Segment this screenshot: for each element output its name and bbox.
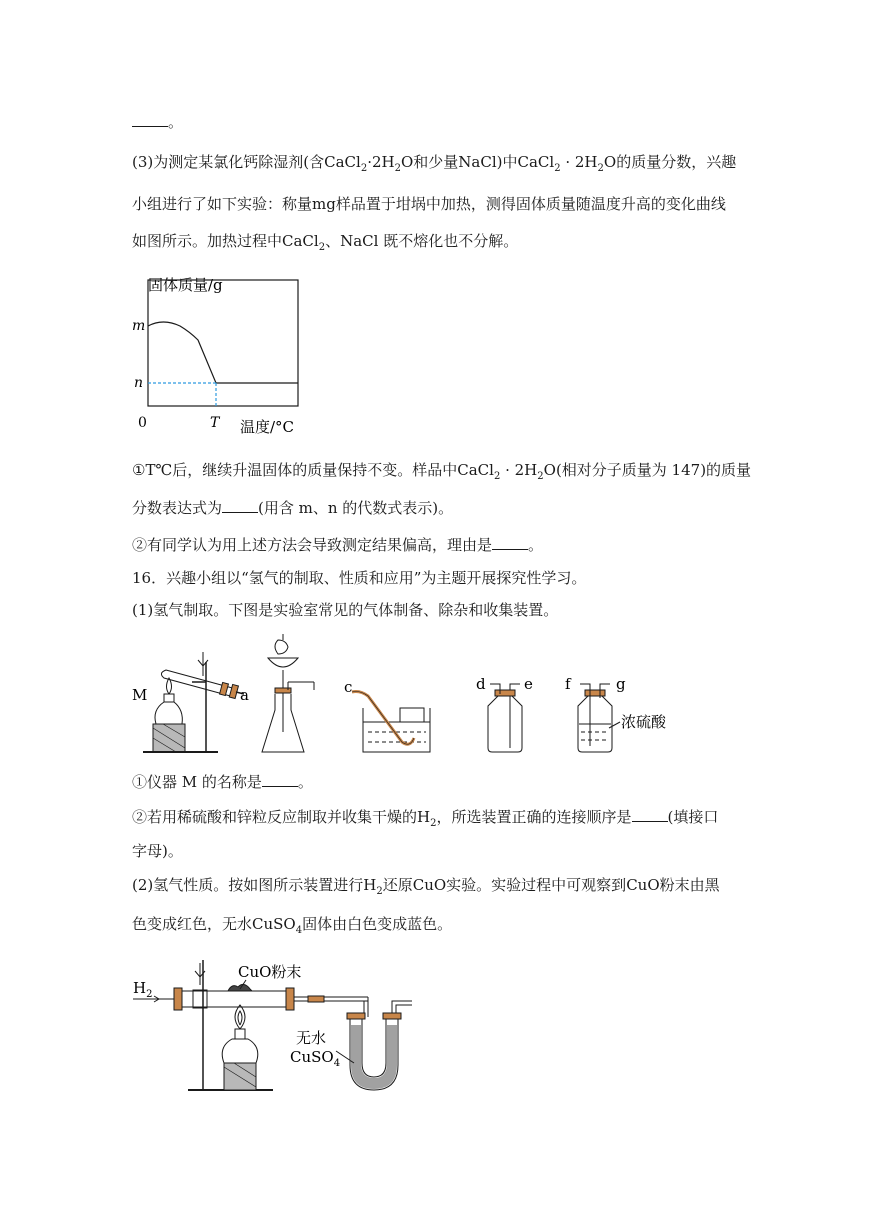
text: 。 (168, 113, 184, 131)
prev-answer-line (132, 112, 183, 132)
q15-sub1-line1 (132, 460, 751, 487)
gas-apparatus-diagram (128, 632, 688, 762)
formula-cuo: CuO (412, 876, 447, 894)
text: 如图所示。加热过程中 (132, 232, 283, 250)
q16-sub1 (132, 772, 313, 792)
label-a: a (240, 686, 249, 704)
answer-blank (632, 807, 668, 822)
label-n: n (134, 375, 144, 391)
label-m: m (132, 318, 146, 334)
label-c: c (344, 678, 353, 696)
q16-part1: (1)氢气制取。下图是实验室常见的气体制备、除杂和收集装置。 (132, 601, 559, 619)
q15-sub2 (132, 535, 543, 555)
answer-blank (262, 772, 298, 787)
q16-sub2-line2: 字母)。 (132, 842, 183, 860)
cuo-powder (228, 984, 252, 991)
formula-cacl2-hydrate: CaCl$_2$ · $2H_2O$ (457, 461, 556, 482)
formula-h2: H (417, 808, 431, 826)
text: ②若用稀硫酸和锌粒反应制取并收集干燥的 (132, 808, 418, 826)
label-M: M (132, 686, 148, 704)
text: ，所选装置正确的连接顺序是 (436, 808, 632, 826)
graph-frame (148, 280, 298, 406)
text: 。 (297, 773, 313, 791)
alcohol-lamp (155, 702, 182, 724)
answer-blank (492, 535, 528, 550)
text: 分数表达式为 (132, 499, 223, 517)
text: (2)氢气性质。按如图所示装置进行 (132, 876, 364, 894)
cuso4-solid (351, 1025, 397, 1089)
text: ①仪器 M 的名称是 (132, 773, 262, 791)
text: 固体由白色变成蓝色。 (302, 915, 453, 933)
label-cuo-powder: CuO粉末 (238, 963, 302, 981)
text: (用含 m、n 的代数式表示)。 (258, 499, 454, 517)
q15-sub1-line2 (132, 498, 453, 518)
trough (363, 708, 430, 752)
label-anhydrous: 无水 (296, 1029, 327, 1047)
text: 的质量分数，兴趣 (616, 153, 737, 171)
formula-h2: $H_2$ (363, 876, 383, 897)
device-heating-tube (132, 652, 249, 752)
bottle-body (488, 696, 522, 752)
label-origin: 0 (138, 415, 147, 431)
gas-jar (400, 708, 424, 722)
label-conc-sulfuric-acid: 浓硫酸 (621, 713, 667, 731)
text: ①T℃后，继续升温固体的质量保持不变。样品中 (132, 461, 458, 479)
label-cuso4: CuSO$_4$ (290, 1048, 341, 1069)
label-g: g (616, 675, 626, 693)
mass-curve (148, 322, 298, 383)
text: 色变成红色，无水 (132, 915, 253, 933)
graph-xlabel: 温度/°C (240, 418, 295, 436)
label-d: d (476, 675, 486, 693)
device-conical-flask (262, 634, 314, 752)
separatory-funnel (268, 658, 298, 667)
text: 样品置于坩埚中加热，测得固体质量随温度升高的变化曲线 (335, 195, 726, 213)
formula-o: O (400, 153, 414, 171)
q16-title: 16．兴趣小组以“氢气的制取、性质和应用”为主题开展探究性学习。 (132, 569, 587, 587)
formula-cacl2: CaCl (324, 153, 361, 171)
q16-part2-line1 (132, 875, 720, 902)
label-f: f (565, 675, 571, 693)
text: ②有同学认为用上述方法会导致测定结果偏高，理由是 (132, 536, 493, 554)
label-T: T (210, 415, 220, 431)
formula-hydrate: ·2H (367, 153, 395, 171)
device-water-trough (344, 678, 430, 752)
q16-part2-line2: 色变成红色，无水CuSO$_4$固体由白色变成蓝色。 (132, 915, 453, 936)
graph-ylabel: 固体质量/g (148, 276, 223, 294)
q16-sub2-line1: ②若用稀硫酸和锌粒反应制取并收集干燥的$H_2$，所选装置正确的连接顺序是 (填接口 (132, 808, 719, 829)
text: 。 (528, 536, 544, 554)
answer-blank (222, 498, 258, 513)
text: 、NaCl 既不熔化也不分解。 (325, 232, 519, 250)
h2-reduction-apparatus (128, 955, 428, 1100)
q15-part3-line2 (132, 194, 726, 214)
device-gas-bottle-d (476, 675, 533, 752)
text: 实验。实验过程中可观察到 (446, 876, 627, 894)
text: 粉末由黑 (659, 876, 720, 894)
answer-blank (132, 112, 168, 127)
text: (相对分子质量为 147)的质量 (555, 461, 752, 479)
glass-tube (178, 991, 290, 1007)
text: 还原 (382, 876, 413, 894)
text: (3)为测定某氯化钙除湿剂(含 (132, 153, 325, 171)
formula-cacl2-hydrate: CaCl$_2$ · $2H_2O$ (517, 153, 617, 174)
alcohol-lamp (222, 1039, 258, 1063)
q15-part3-line1: (3)为测定某氯化钙除湿剂(含$CaCl_2\cdot 2H_2O$和少量NaCl)中CaCl$_2$ · $2H_2O$的质量分数，兴趣 (132, 153, 737, 174)
text: (填接口 (667, 808, 719, 826)
device-wash-bottle (565, 675, 667, 752)
q15-part3-line3 (132, 231, 518, 258)
formula-cacl2b: CaCl$_2$ (282, 232, 326, 253)
label-h2: $H_2$ (133, 979, 153, 1000)
mass-mg: mg (312, 195, 336, 213)
label-e: e (524, 675, 533, 693)
formula-cuso4: CuSO (252, 915, 296, 933)
text: 和少量NaCl)中 (413, 153, 518, 171)
text: 小组进行了如下实验：称量 (132, 195, 313, 213)
mass-temperature-graph (128, 270, 308, 440)
formula-cuo: CuO (626, 876, 660, 894)
